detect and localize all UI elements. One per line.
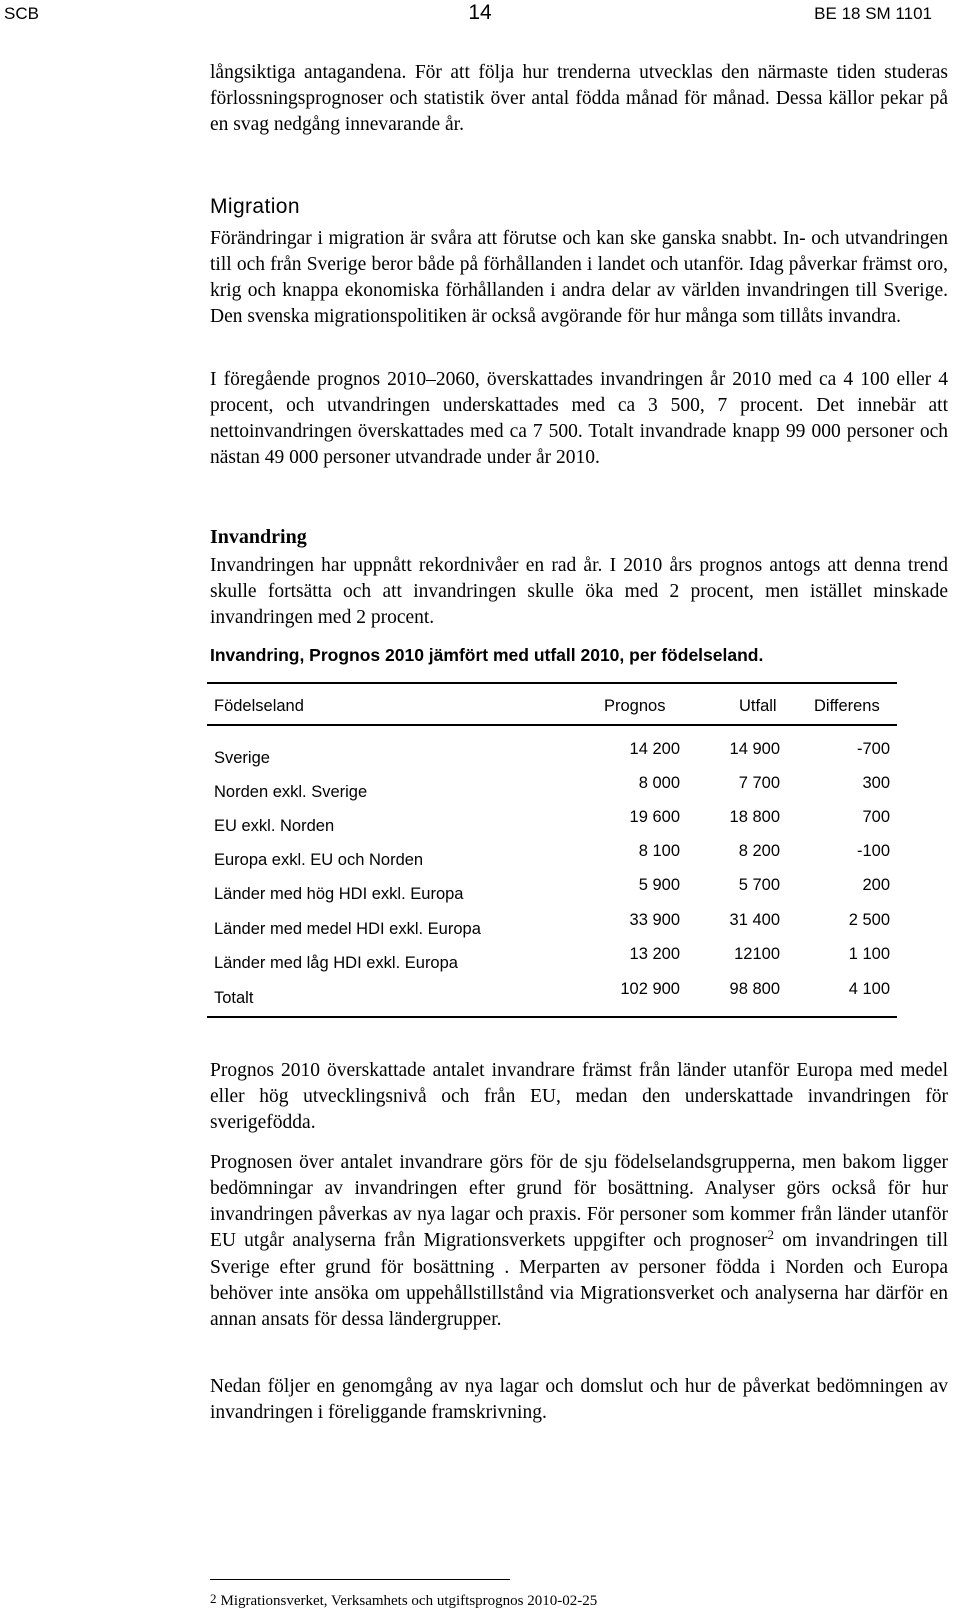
intro-paragraph: långsiktiga antagandena. För att följa hur trenderna utvecklas den närmaste tiden studeras förlossningsprognoser och statistik över antal födda månad för månad. Dessa källor pekar på en svag nedgång innevarande år.: [210, 62, 948, 135]
column-header-country: Födelseland: [214, 697, 304, 715]
cell-prognos: 13 200: [629, 945, 680, 963]
table-header-rule: [207, 724, 897, 726]
page-header: [0, 0, 960, 34]
cell-utfall: 98 800: [729, 980, 780, 998]
row-label: EU exkl. Norden: [214, 817, 335, 835]
cell-differens: 1 100: [848, 945, 890, 963]
table-bottom-rule: [207, 1016, 897, 1018]
cell-utfall: 8 200: [738, 842, 780, 860]
header-report-id: BE 18 SM 1101: [814, 4, 932, 23]
cell-utfall: 31 400: [729, 911, 780, 929]
row-label: Totalt: [214, 989, 254, 1007]
footnote-reference: 2: [767, 1227, 775, 1242]
cell-utfall: 5 700: [738, 876, 780, 894]
cell-prognos: 33 900: [629, 911, 680, 929]
cell-prognos: 102 900: [620, 980, 680, 998]
after-table-paragraph-3: Nedan följer en genomgång av nya lagar och domslut och hur de påverkat bedömningen av invandringen i föreliggande framskrivning.: [210, 1376, 948, 1423]
row-label: Sverige: [214, 749, 270, 767]
migration-paragraph-1: Förändringar i migration är svåra att förutse och kan ske ganska snabbt. In- och utvandringen till och från Sverige beror både på förhållanden i landet och utanför. Idag påverkar främst oro, krig och knappa ekonomiska förhållanden i andra delar av världen invandringen till Sverige. Den svenska migrationspolitiken är också avgörande för hur många som tillåts invandra.: [210, 228, 948, 327]
cell-differens: -700: [856, 740, 890, 758]
footnote-text: Migrationsverket, Verksamhets och utgiftsprognos 2010-02-25: [220, 1593, 598, 1609]
footnote-separator: [210, 1579, 510, 1580]
paragraph-2-text-a: Prognosen över antalet invandrare görs för de sju födelselandsgrupperna, men bakom ligger bedömningar av invandringen efter grund för bosättning. Analyser görs också för hur invandringen påverkas av nya lagar och praxis. För personer som kommer från länder utanför EU utgår analyserna från Migrationsverkets uppgifter och prognoser: [210, 1152, 948, 1251]
migration-paragraph-2: I föregående prognos 2010–2060, överskattades invandringen år 2010 med ca 4 100 eller 4 procent, och utvandringen underskattades med ca 3 500, 7 procent. Det innebär att nettoinvandringen överskattades med ca 7 500. Totalt invandrade knapp 99 000 personer och nästan 49 000 personer utvandrade under år 2010.: [210, 369, 948, 468]
cell-prognos: 19 600: [629, 808, 680, 826]
cell-differens: -100: [856, 842, 890, 860]
cell-differens: 2 500: [848, 911, 890, 929]
column-header-prognos: Prognos: [604, 697, 666, 715]
cell-differens: 200: [862, 876, 890, 894]
cell-utfall: 18 800: [729, 808, 780, 826]
cell-prognos: 8 000: [638, 774, 680, 792]
cell-utfall: 14 900: [729, 740, 780, 758]
cell-prognos: 5 900: [638, 876, 680, 894]
table-caption: Invandring, Prognos 2010 jämfört med utfall 2010, per födelseland.: [210, 645, 764, 665]
paragraph-2-text-b: om invandringen till Sverige efter grund för bosättning . Merparten av personer födda i Norden och Europa behöver inte ansöka om uppehållstillstånd via Migrationsverket och analyserna har därför en annan ansats för dessa ländergrupper.: [210, 1230, 948, 1330]
cell-utfall: 12100: [734, 945, 780, 963]
table-top-rule: [207, 682, 897, 684]
section-heading-migration: Migration: [210, 195, 300, 218]
section-heading-invandring: Invandring: [210, 526, 307, 548]
column-header-differens: Differens: [814, 697, 880, 715]
row-label: Norden exkl. Sverige: [214, 783, 368, 801]
cell-prognos: 8 100: [638, 842, 680, 860]
cell-differens: 700: [862, 808, 890, 826]
row-label: Länder med medel HDI exkl. Europa: [214, 920, 481, 938]
cell-utfall: 7 700: [738, 774, 780, 792]
page-number: 14: [468, 1, 492, 24]
cell-differens: 300: [862, 774, 890, 792]
footnote-number: 2: [210, 1591, 217, 1606]
row-label: Länder med hög HDI exkl. Europa: [214, 885, 464, 903]
invandring-paragraph: Invandringen har uppnått rekordnivåer en rad år. I 2010 års prognos antogs att denna trend skulle fortsätta och att invandringen skulle öka med 2 procent, men istället minskade invandringen med 2 procent.: [210, 555, 948, 628]
after-table-paragraph-2: [210, 1150, 948, 1333]
footnote: [210, 1593, 597, 1610]
cell-differens: 4 100: [848, 980, 890, 998]
column-header-utfall: Utfall: [739, 697, 777, 715]
row-label: Länder med låg HDI exkl. Europa: [214, 954, 458, 972]
row-label: Europa exkl. EU och Norden: [214, 851, 424, 869]
cell-prognos: 14 200: [629, 740, 680, 758]
after-table-paragraph-1: Prognos 2010 överskattade antalet invandrare främst från länder utanför Europa med medel eller hög utvecklingsnivå och från EU, medan den underskattade invandringen för sverigefödda.: [210, 1060, 948, 1133]
header-publisher: SCB: [4, 4, 39, 23]
